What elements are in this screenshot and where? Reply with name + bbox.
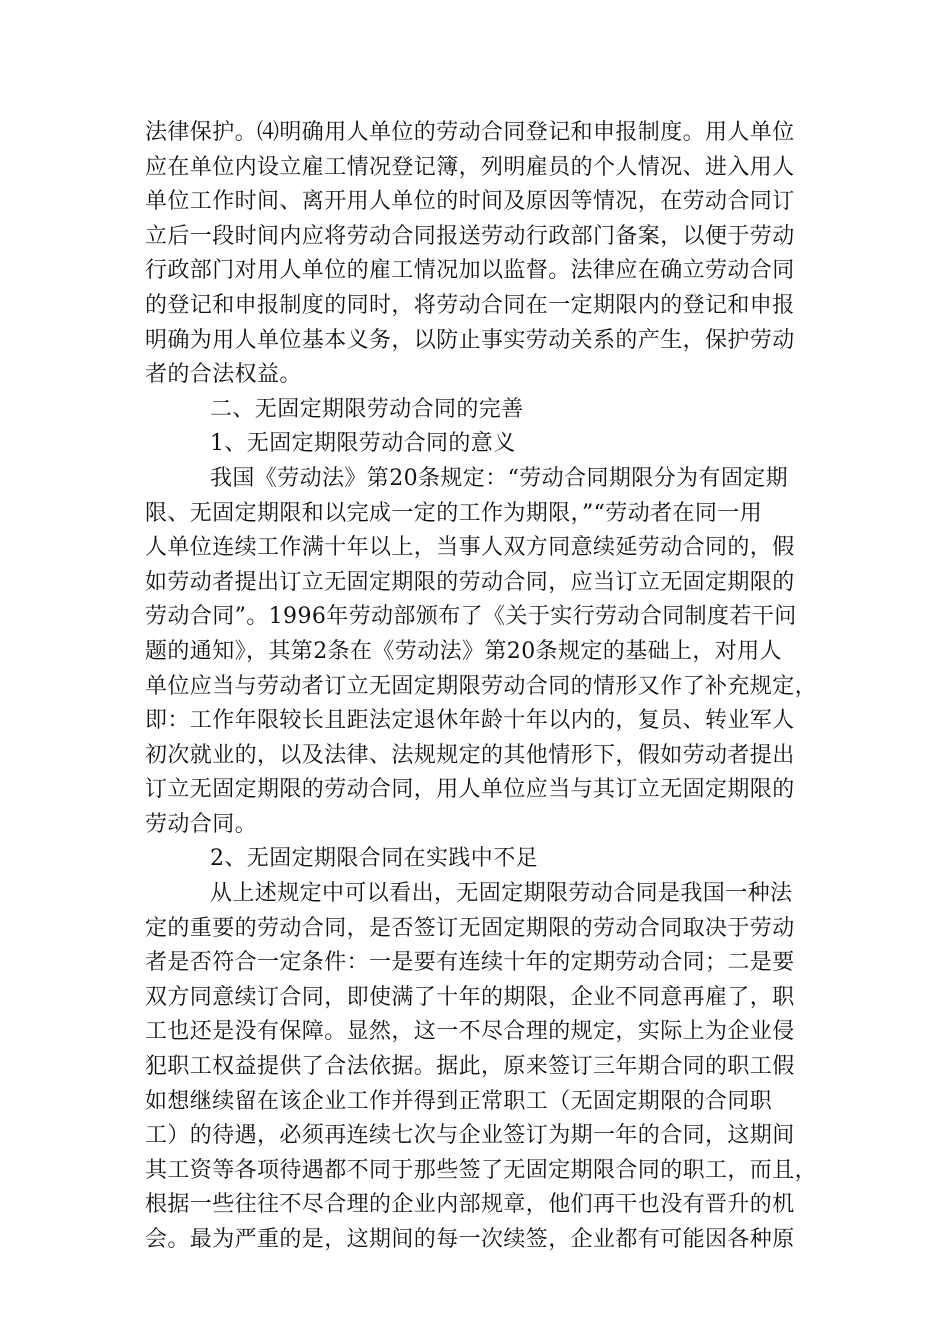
text-line: 立后一段时间内应将劳动合同报送劳动行政部门备案，以便于劳动 (145, 223, 795, 249)
body-text (145, 116, 818, 1258)
text-line: 题的通知》，其第2条在《劳动法》第20条规定的基础上，对用人 (145, 638, 782, 664)
text-line: 劳动合同。 (145, 811, 258, 837)
text-line: 者是否符合一定条件：一是要有连续十年的定期劳动合同；二是要 (145, 950, 795, 976)
text-line: 劳动合同”。1996年劳动部颁布了《关于实行劳动合同制度若干问 (145, 604, 797, 630)
text-line: 法律保护。⑷明确用人单位的劳动合同登记和申报制度。用人单位 (145, 120, 795, 145)
paragraph-first-line: 我国《劳动法》第20条规定：“劳动合同期限分为有固定期 (210, 465, 789, 491)
paragraph-first-line: 从上述规定中可以看出，无固定期限劳动合同是我国一种法 (210, 881, 793, 907)
text-line: 单位应当与劳动者订立无固定期限劳动合同的情形又作了补充规定， (145, 673, 818, 699)
text-line: 初次就业的，以及法律、法规规定的其他情形下，假如劳动者提出 (145, 742, 795, 768)
text-line: 根据一些往往不尽合理的企业内部规章，他们再干也没有晋升的机 (145, 1192, 795, 1218)
text-line: 其工资等各项待遇都不同于那些签了无固定期限合同的职工，而且， (145, 1157, 818, 1183)
text-line: 订立无固定期限的劳动合同，用人单位应当与其订立无固定期限的 (145, 777, 795, 803)
text-line: 行政部门对用人单位的雇工情况加以监督。法律应在确立劳动合同 (145, 258, 795, 284)
text-line: 应在单位内设立雇工情况登记簿，列明雇员的个人情况、进入用人 (145, 154, 795, 180)
text-line: 限、无固定期限和以完成一定的工作为期限，”“劳动者在同一用 (145, 500, 763, 526)
text-line: 定的重要的劳动合同，是否签订无固定期限的劳动合同取决于劳动 (145, 915, 795, 941)
subsection-heading: 2、无固定期限合同在实践中不足 (210, 846, 538, 872)
text-line: 者的合法权益。 (145, 362, 302, 388)
text-line: 人单位连续工作满十年以上，当事人双方同意续延劳动合同的，假 (145, 535, 795, 561)
text-line: 单位工作时间、离开用人单位的时间及原因等情况，在劳动合同订 (145, 189, 795, 215)
text-line: 工也还是没有保障。显然，这一不尽合理的规定，实际上为企业侵 (145, 1019, 795, 1045)
text-line: 的登记和申报制度的同时，将劳动合同在一定期限内的登记和申报 (145, 292, 795, 318)
text-line: 即：工作年限较长且距法定退休年龄十年以内的，复员、转业军人 (145, 708, 795, 734)
text-line: 双方同意续订合同，即使满了十年的期限，企业不同意再雇了，职 (145, 984, 795, 1010)
text-line: 如想继续留在该企业工作并得到正常职工（无固定期限的合同职 (145, 1088, 773, 1114)
section-heading: 二、无固定期限劳动合同的完善 (210, 396, 524, 422)
text-line: 如劳动者提出订立无固定期限的劳动合同，应当订立无固定期限的 (145, 569, 795, 595)
text-line: 工）的待遇，必须再连续七次与企业签订为期一年的合同，这期间 (145, 1123, 795, 1149)
text-line: 犯职工权益提供了合法依据。据此，原来签订三年期合同的职工假 (145, 1054, 795, 1080)
text-line: 会。最为严重的是，这期间的每一次续签，企业都有可能因各种原 (145, 1227, 795, 1252)
subsection-heading: 1、无固定期限劳动合同的意义 (210, 431, 516, 457)
text-line: 明确为用人单位基本义务，以防止事实劳动关系的产生，保护劳动 (145, 327, 795, 353)
